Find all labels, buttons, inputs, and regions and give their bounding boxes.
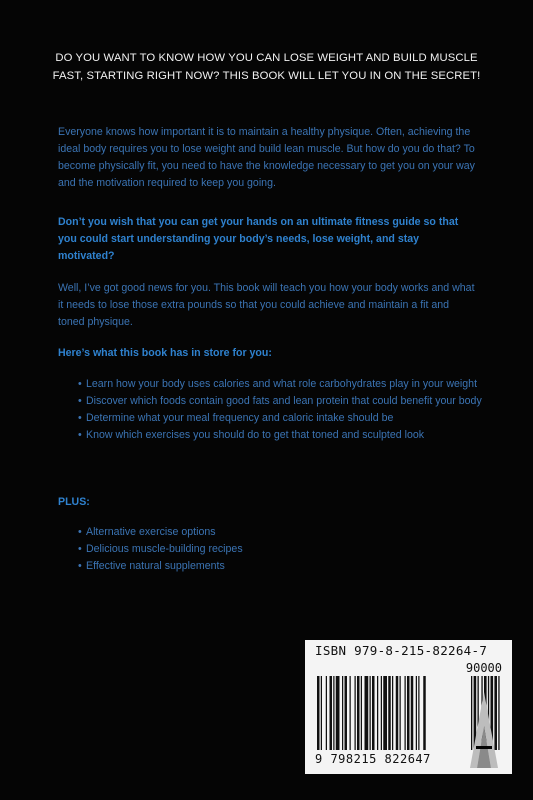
in-store-list bbox=[58, 376, 488, 444]
publisher-logo-icon bbox=[462, 690, 507, 770]
list-item: • Effective natural supplements bbox=[58, 558, 478, 575]
in-store-heading: Here’s what this book has in store for you: bbox=[58, 347, 272, 359]
addon-code: 90000 bbox=[465, 661, 502, 675]
news-paragraph: Well, I’ve got good news for you. This book will teach you how your body works and what it needs to lose those extra pounds so that you could achieve and maintain a fit and toned physique. bbox=[58, 282, 475, 328]
list-item: • Determine what your meal frequency and caloric intake should be bbox=[58, 410, 488, 427]
question-paragraph: Don’t you wish that you can get your hands on an ultimate fitness guide so that you could start understanding your body’s needs, lose weight, and stay motivated? bbox=[58, 216, 459, 262]
barcode-digits: 9 798215 822647 bbox=[315, 752, 431, 766]
list-item: • Learn how your body uses calories and what role carbohydrates play in your weight bbox=[58, 376, 488, 393]
plus-heading: PLUS: bbox=[58, 496, 90, 508]
headline: DO YOU WANT TO KNOW HOW YOU CAN LOSE WEIGHT AND BUILD MUSCLE FAST, STARTING RIGHT NOW? THIS BOOK WILL LET YOU IN ON THE SECRET! bbox=[52, 52, 481, 82]
isbn-label: ISBN 979-8-215-82264-7 bbox=[315, 643, 488, 658]
plus-list bbox=[58, 524, 478, 575]
list-item: • Alternative exercise options bbox=[58, 524, 478, 541]
list-item: • Discover which foods contain good fats and lean protein that could benefit your body bbox=[58, 393, 488, 410]
list-item: • Know which exercises you should do to get that toned and sculpted look bbox=[58, 427, 488, 444]
list-item: • Delicious muscle-building recipes bbox=[58, 541, 478, 558]
intro-paragraph: Everyone knows how important it is to maintain a healthy physique. Often, achieving the ideal body requires you to lose weight and build lean muscle. But how do you do that? To become physically fit, you need to have the knowledge necessary to get you on your way and the motivation required to keep you going. bbox=[58, 126, 475, 189]
in-store-list-container bbox=[58, 376, 488, 444]
plus-list-container bbox=[58, 524, 478, 575]
